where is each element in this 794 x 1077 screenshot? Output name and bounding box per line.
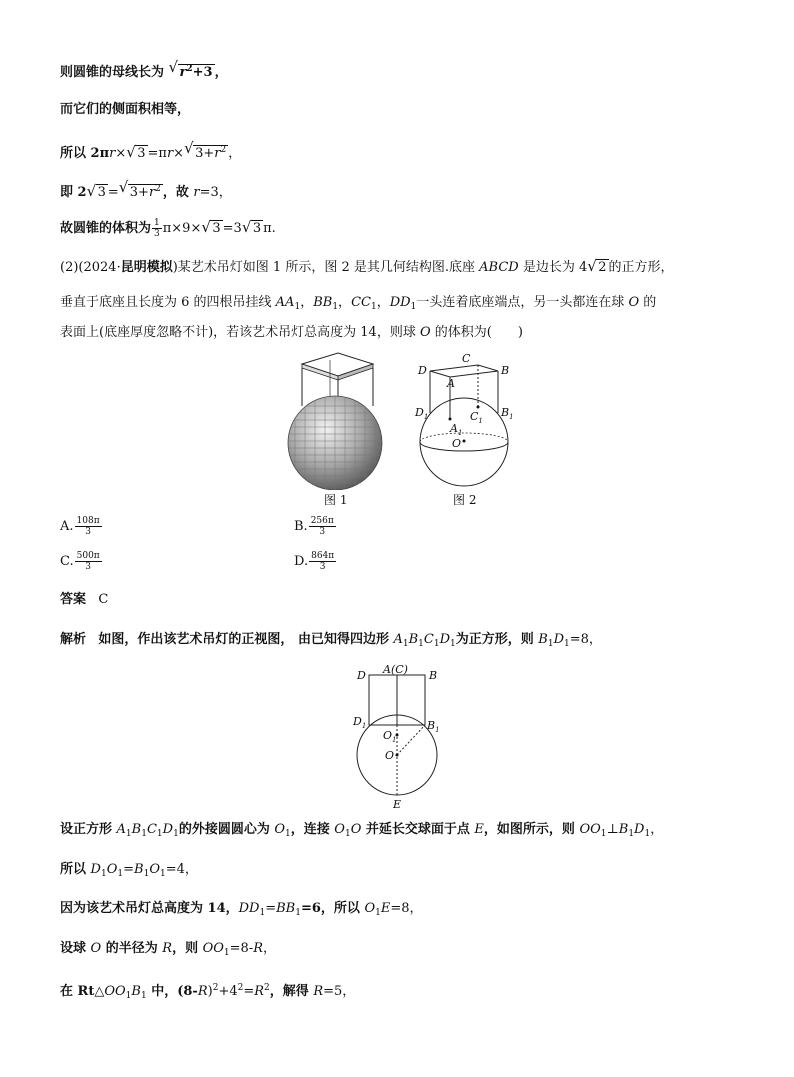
text-line-solve-r: 即 2√ 3 =√ $3+r^2$ ，故 r=3， (60, 179, 232, 203)
analysis-line-6: 在 $Rt\triangle OO_1B_1$ 中，$(8-R)^2+4^2=R^2$，解得 R=5， (60, 983, 356, 1001)
figure-3-front-view (345, 663, 455, 813)
figure-1-caption: 图 1 (324, 493, 348, 507)
label-front-O: O (385, 749, 395, 762)
figure-1-lamp (280, 350, 390, 490)
question-line-2: 垂直于底座且长度为 6 的四根吊挂线 $AA_1$，$BB_1$，$CC_1$，$DD_1$一头连着底座端点，另一头都连在球 O 的 (60, 295, 657, 312)
label-D: D (418, 364, 427, 377)
label-front-D: D (357, 669, 366, 682)
text-line-lateral-area: 而它们的侧面积相等， (60, 102, 191, 117)
question-line-1: (2)(2024·昆明模拟)某艺术吊灯如图 1 所示，图 2 是其几何结构图.底座 ABCD 是边长为 4√ 2 的正方形， (60, 258, 674, 278)
option-c[interactable]: C. $\frac{500\pi}{3}$ (60, 551, 100, 572)
analysis-line-3: 所以 $D_1O_1=B_1O_1=4$， (60, 862, 198, 879)
label-A1: $A_1$ (450, 422, 463, 437)
question-line-3: 表面上(底座厚度忽略不计)，若该艺术吊灯总高度为 14，则球 O 的体积为( ) (60, 325, 523, 340)
label-A: A (447, 377, 455, 390)
analysis-line-4: 因为该艺术吊灯总高度为 14，$DD_1=BB_1=6$，所以 $O_1E=8$， (60, 901, 423, 918)
label-C1: $C_1$ (470, 410, 483, 425)
analysis-line-5: 设球 O 的半径为 R，则 $OO_1=8-R$， (60, 941, 277, 958)
label-front-D1: $D_1$ (353, 715, 367, 730)
base-square (430, 365, 498, 377)
figure-2-geometry (410, 352, 525, 492)
label-C: C (462, 352, 471, 365)
figure-2-caption: 图 2 (453, 493, 477, 507)
label-O: O (452, 437, 462, 450)
analysis-line-1: 解析 如图，作出该艺术吊灯的正视图， 由已知得四边形 $A_1B_1C_1D_1$为正方形，则 $B_1D_1=8$， (60, 632, 602, 649)
label-B1: $B_1$ (501, 406, 514, 421)
text-line-slant-height: 则圆锥的母线长为 √ $r^2+3$ ， (60, 59, 228, 83)
label-front-B1: $B_1$ (427, 719, 440, 734)
label-front-O1: $O_1$ (383, 729, 397, 744)
label-D1: $D_1$ (415, 406, 429, 421)
label-front-E: E (393, 798, 402, 811)
label-front-B: B (429, 669, 438, 682)
option-d[interactable]: D. $\frac{864\pi}{3}$ (294, 551, 335, 572)
text-line-equation: 所以 2πr×√ 3 =πr×√ $3+r^2$ ， (60, 140, 241, 164)
label-front-AC: A(C) (383, 663, 408, 676)
option-a[interactable]: A. $\frac{108\pi}{3}$ (60, 516, 100, 537)
label-B: B (501, 364, 510, 377)
sqrt-expression: √ $r^2+3$ (169, 59, 215, 83)
answer-line: 答案 C (60, 592, 109, 607)
text-line-cone-volume: 故圆锥的体积为 $\frac{1}{3}$ π×9×√ 3 =3√ 3 π. (60, 218, 276, 239)
option-b[interactable]: B. $\frac{256\pi}{3}$ (294, 516, 334, 537)
analysis-line-2: 设正方形 $A_1B_1C_1D_1$的外接圆圆心为 $O_1$，连接 $O_1O$ 并延长交球面于点 E，如图所示，则 $OO_1\perp B_1D_1$， (60, 822, 664, 839)
